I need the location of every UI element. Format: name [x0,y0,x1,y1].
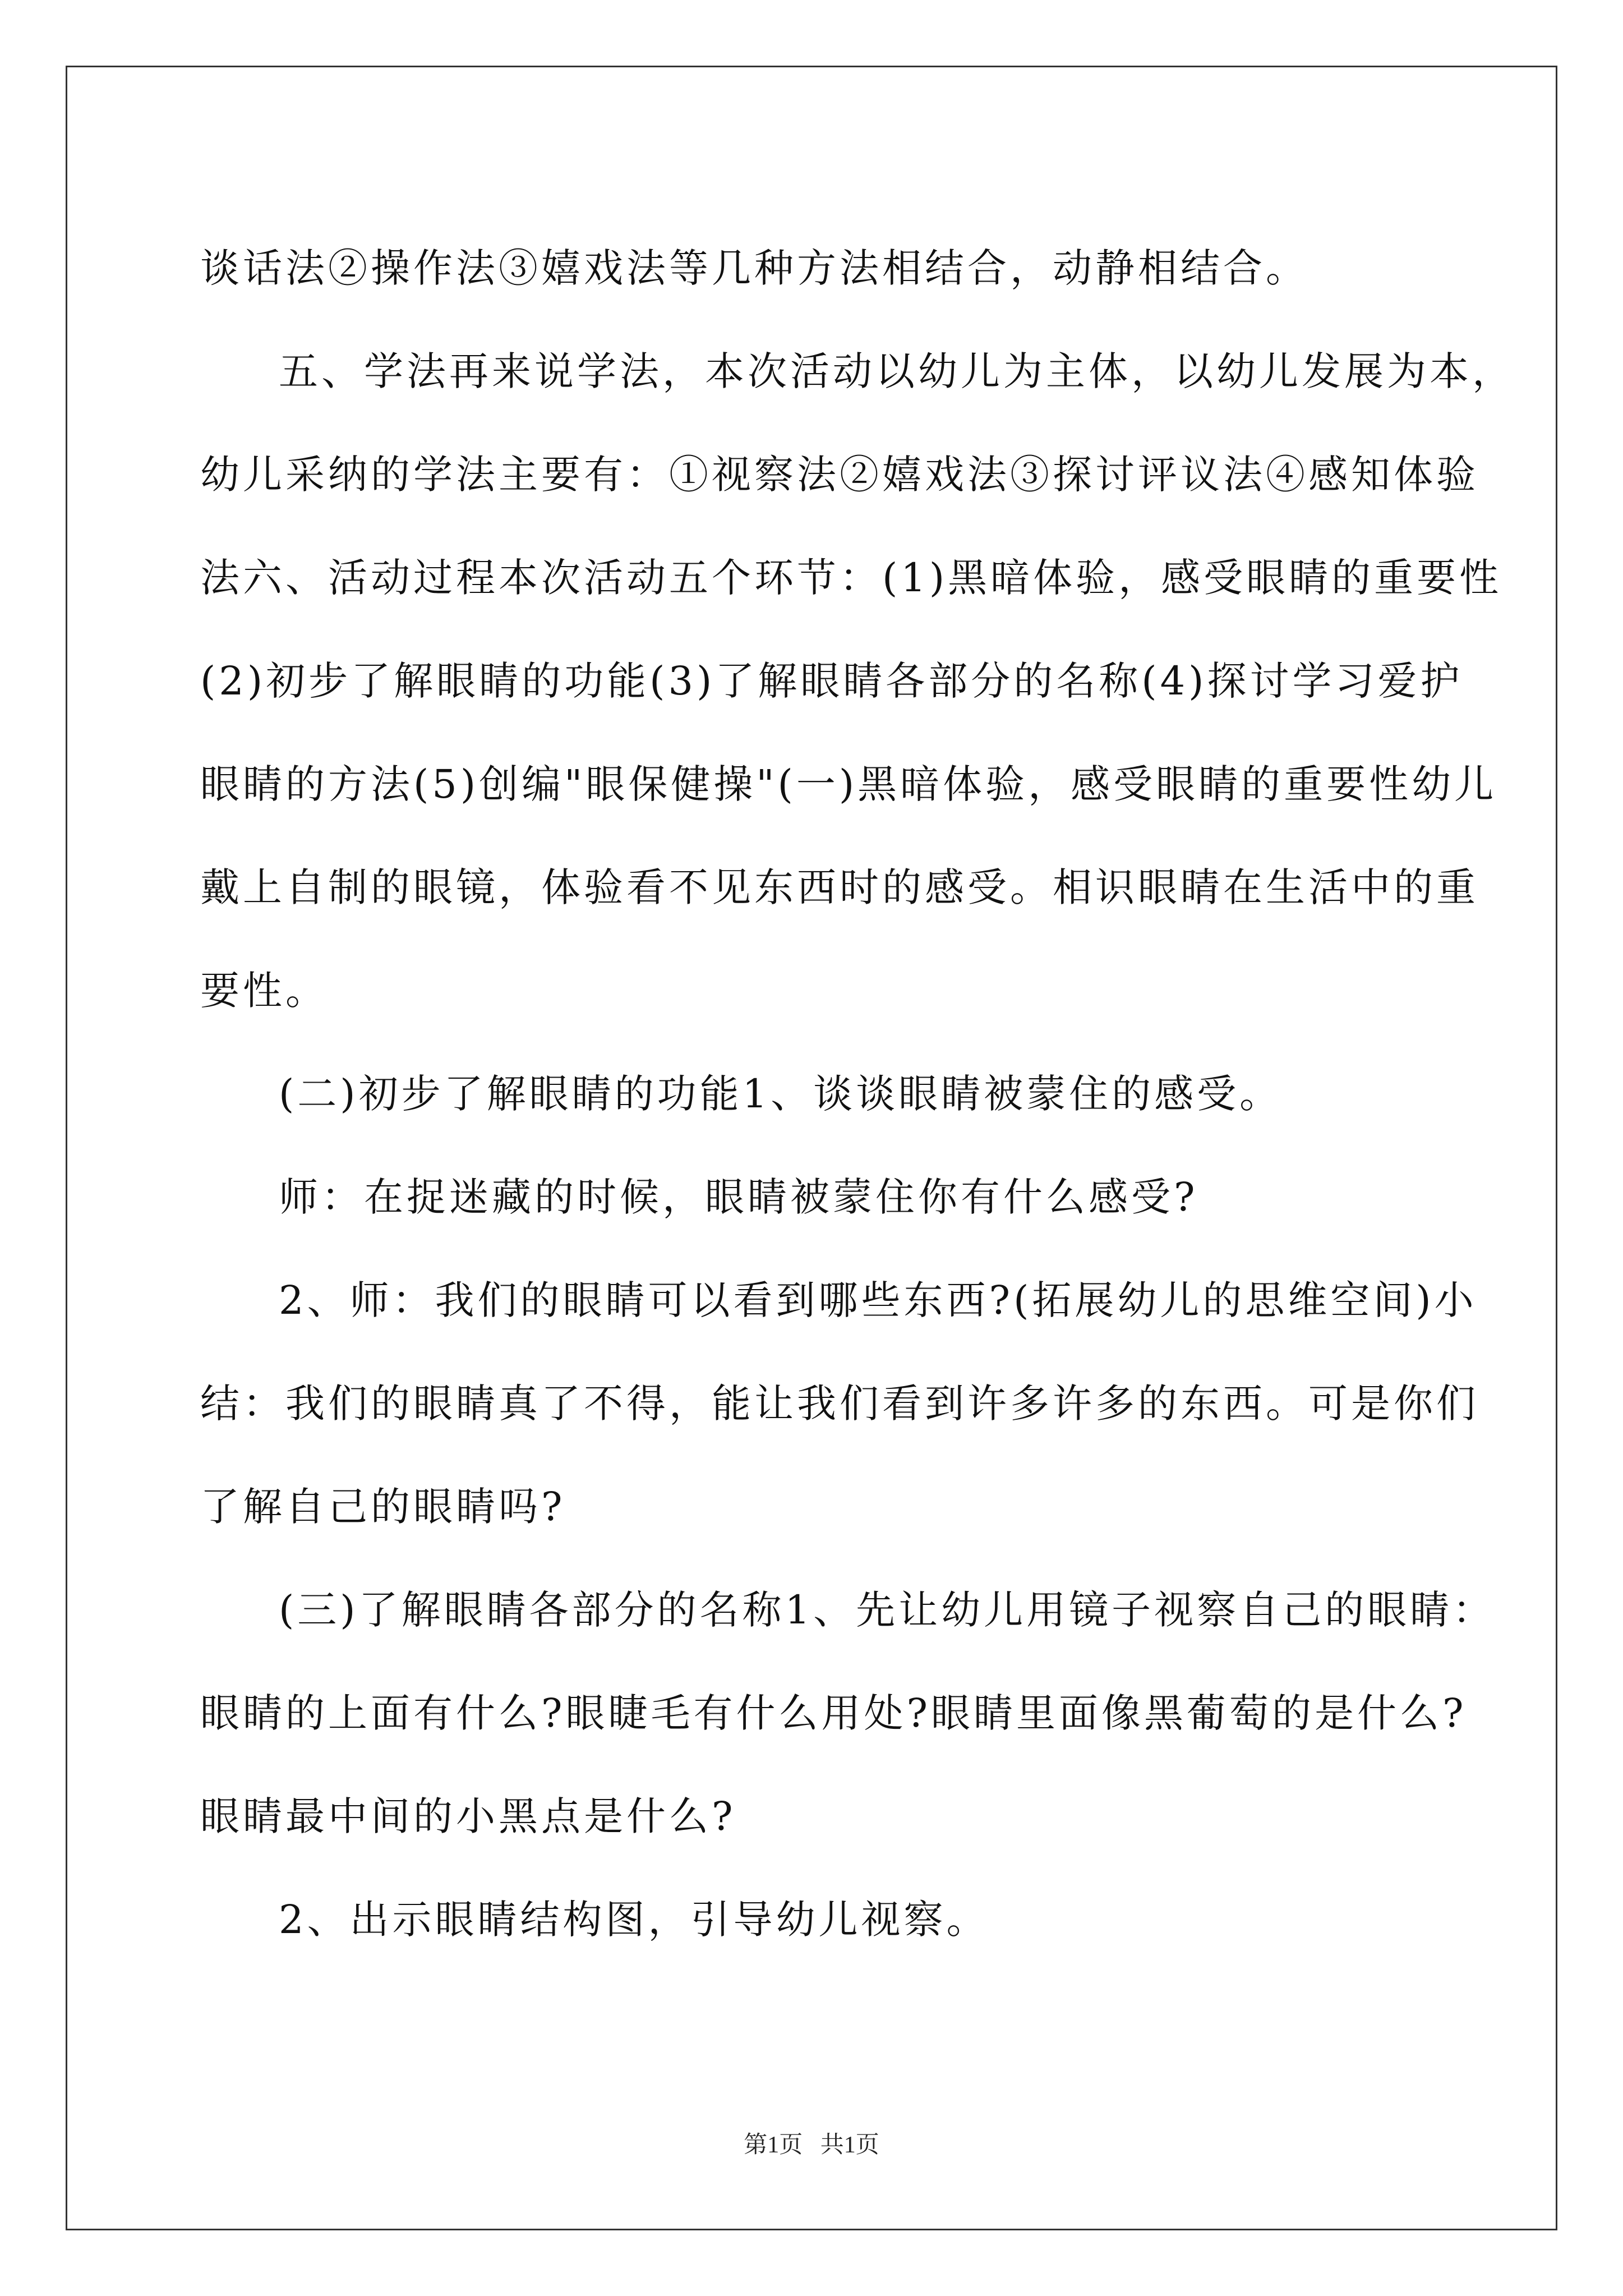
text-line: 要性。 [200,967,328,1014]
page-footer: 第1页 共1页 [744,2132,879,2158]
text-line: (三)了解眼睛各部分的名称1、先让幼儿用镜子视察自己的眼睛： [279,1586,1496,1633]
text-line: 谈话法②操作法③嬉戏法等几种方法相结合，动静相结合。 [200,245,1308,291]
text-line: (二)初步了解眼睛的功能1、谈谈眼睛被蒙住的感受。 [279,1070,1283,1117]
text-line: 戴上自制的眼镜，体验看不见东西时的感受。相识眼睛在生活中的重 [200,864,1479,910]
text-line: 眼睛的方法(5)创编"眼保健操"(一)黑暗体验，感受眼睛的重要性幼儿 [200,761,1497,807]
text-line: 2、师：我们的眼睛可以看到哪些东西?(拓展幼儿的思维空间)小 [279,1277,1477,1323]
text-line: 结：我们的眼睛真了不得，能让我们看到许多许多的东西。可是你们 [200,1380,1479,1427]
text-line: 师：在捉迷藏的时候，眼睛被蒙住你有什么感受? [279,1174,1198,1220]
text-line: 法六、活动过程本次活动五个环节：(1)黑暗体验，感受眼睛的重要性 [200,554,1502,601]
text-line: 幼儿采纳的学法主要有：①视察法②嬉戏法③探讨评议法④感知体验 [200,451,1479,498]
text-line: (2)初步了解眼睛的功能(3)了解眼睛各部分的名称(4)探讨学习爱护 [200,657,1463,704]
text-line: 2、出示眼睛结构图，引导幼儿视察。 [279,1896,989,1943]
text-line: 眼睛最中间的小黑点是什么? [200,1793,736,1839]
document-body [200,213,1515,1968]
text-line: 了解自己的眼睛吗? [200,1483,566,1530]
text-line: 五、学法再来说学法，本次活动以幼儿为主体，以幼儿发展为本， [279,348,1515,394]
text-line: 眼睛的上面有什么?眼睫毛有什么用处?眼睛里面像黑葡萄的是什么? [200,1690,1467,1736]
